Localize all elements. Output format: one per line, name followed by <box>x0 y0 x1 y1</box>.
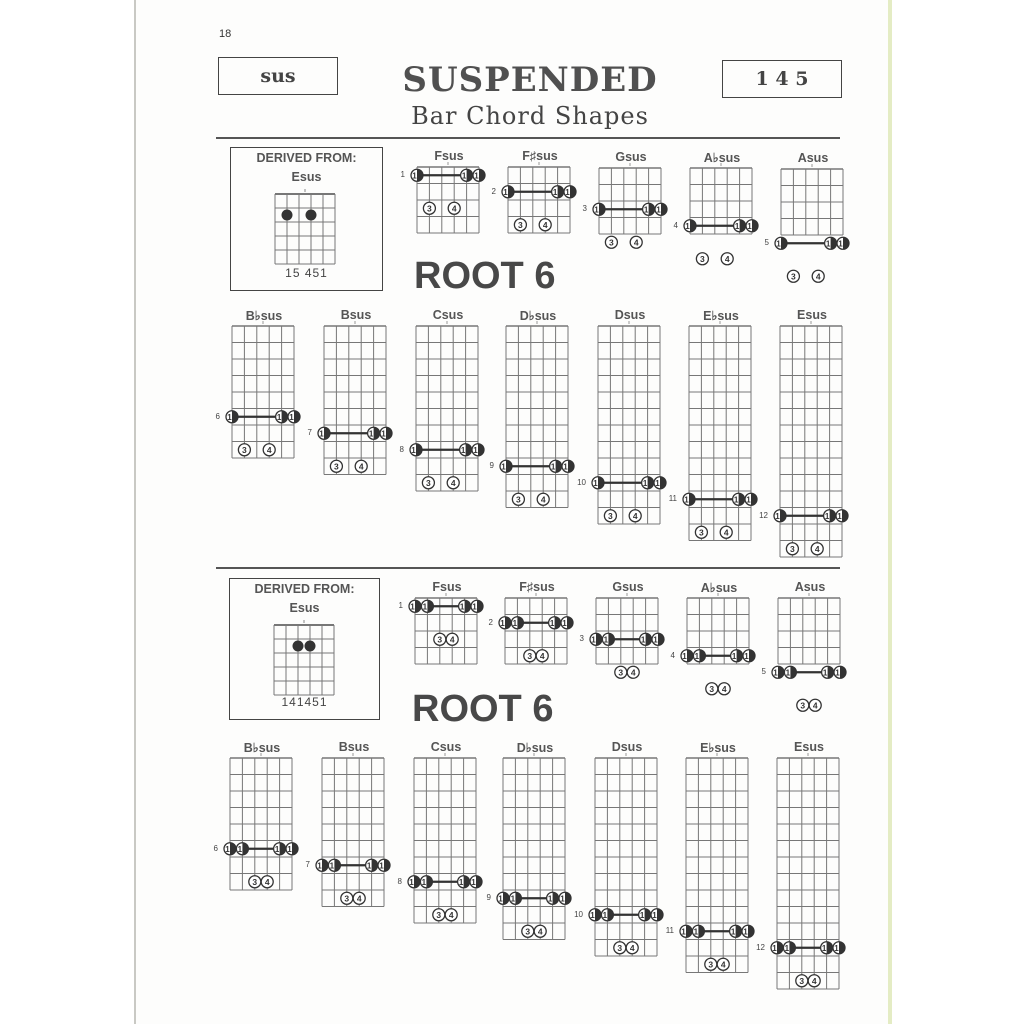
svg-text:1: 1 <box>642 478 648 488</box>
svg-text:1: 1 <box>472 602 477 612</box>
svg-text:1: 1 <box>501 462 506 472</box>
fretboard-grid <box>316 308 394 479</box>
svg-text:3: 3 <box>699 527 704 538</box>
svg-text:4: 4 <box>724 253 730 264</box>
page-title: SUSPENDED <box>402 60 658 100</box>
svg-text:4: 4 <box>358 461 364 472</box>
svg-text:3: 3 <box>800 700 806 711</box>
svg-text:1: 1 <box>643 205 649 215</box>
svg-text:3: 3 <box>708 959 714 970</box>
svg-text:1: 1 <box>317 861 322 871</box>
svg-text:1: 1 <box>824 511 830 521</box>
fret-number: 1 <box>398 601 403 611</box>
svg-text:1: 1 <box>772 943 777 953</box>
svg-text:1: 1 <box>591 635 596 645</box>
svg-text:4: 4 <box>629 942 635 953</box>
scan-margin <box>892 0 1024 1024</box>
fretboard-grid <box>773 151 851 282</box>
svg-text:1: 1 <box>503 187 508 197</box>
fret-number: 8 <box>397 876 402 886</box>
svg-text:3: 3 <box>426 477 431 488</box>
svg-text:1: 1 <box>681 927 686 937</box>
svg-text:1: 1 <box>276 412 282 422</box>
svg-text:1: 1 <box>776 239 781 249</box>
page-number: 18 <box>219 28 232 40</box>
fretboard-grid <box>678 740 756 977</box>
svg-text:1: 1 <box>552 187 558 197</box>
svg-text:1: 1 <box>319 429 324 439</box>
fingering-label: 141451 <box>281 695 328 709</box>
fretboard-grid <box>314 740 392 911</box>
chord-name: A♭sus <box>703 151 741 165</box>
svg-text:1: 1 <box>225 844 230 854</box>
svg-text:1: 1 <box>421 877 427 887</box>
fretboard-grid <box>769 740 847 993</box>
fret-number: 10 <box>577 477 586 487</box>
svg-text:3: 3 <box>609 237 614 248</box>
svg-text:1: 1 <box>743 927 748 937</box>
svg-text:1: 1 <box>594 205 599 215</box>
chord-name: Asus <box>794 580 826 594</box>
svg-text:4: 4 <box>723 527 729 538</box>
chord-name: Csus <box>432 308 464 322</box>
svg-text:4: 4 <box>266 444 272 455</box>
svg-text:1: 1 <box>773 668 778 678</box>
svg-text:4: 4 <box>720 959 726 970</box>
chord-name: E♭sus <box>703 309 739 323</box>
chord-name: Asus <box>797 151 829 165</box>
svg-text:3: 3 <box>700 253 705 264</box>
fret-number: 1 <box>400 170 405 180</box>
svg-text:3: 3 <box>252 876 258 887</box>
svg-text:4: 4 <box>356 893 362 904</box>
svg-text:4: 4 <box>630 667 636 678</box>
svg-text:4: 4 <box>811 975 817 986</box>
svg-text:1: 1 <box>837 511 842 521</box>
chord-name: Gsus <box>615 150 647 164</box>
svg-text:1: 1 <box>550 462 556 472</box>
section-divider <box>216 137 840 139</box>
fretboard-grid <box>770 580 848 711</box>
page-subtitle: Bar Chord Shapes <box>411 102 649 130</box>
svg-text:3: 3 <box>618 667 624 678</box>
svg-text:3: 3 <box>516 494 521 505</box>
fretboard-grid <box>409 149 487 237</box>
svg-text:4: 4 <box>537 926 543 937</box>
svg-text:4: 4 <box>264 876 270 887</box>
svg-text:1: 1 <box>640 635 646 645</box>
derived-chord-diagram <box>271 188 341 268</box>
svg-text:3: 3 <box>242 444 247 455</box>
derived-label: DERIVED FROM: <box>254 582 355 596</box>
fret-number: 12 <box>759 510 768 520</box>
svg-text:1: 1 <box>731 651 737 661</box>
svg-text:4: 4 <box>449 634 455 645</box>
svg-text:1: 1 <box>652 910 657 920</box>
svg-text:1: 1 <box>822 668 828 678</box>
svg-text:1: 1 <box>287 844 292 854</box>
svg-text:1: 1 <box>512 618 518 628</box>
svg-text:1: 1 <box>547 894 553 904</box>
svg-text:1: 1 <box>459 602 465 612</box>
section-divider <box>216 567 840 569</box>
fret-number: 7 <box>307 428 312 438</box>
fret-number: 11 <box>668 494 677 504</box>
chord-name: Csus <box>430 740 462 754</box>
fretboard-grid <box>772 308 850 561</box>
svg-text:1: 1 <box>784 943 790 953</box>
svg-text:1: 1 <box>411 445 416 455</box>
svg-text:1: 1 <box>549 618 555 628</box>
svg-text:1: 1 <box>744 651 749 661</box>
svg-text:1: 1 <box>461 171 467 181</box>
svg-text:1: 1 <box>775 511 780 521</box>
svg-text:1: 1 <box>653 635 658 645</box>
chord-name: Esus <box>794 740 824 754</box>
svg-text:1: 1 <box>410 602 415 612</box>
fretboard-grid <box>682 150 760 264</box>
chord-name: F♯sus <box>519 580 555 594</box>
fret-number: 5 <box>761 667 766 677</box>
svg-text:3: 3 <box>525 926 531 937</box>
svg-text:1: 1 <box>655 478 660 488</box>
svg-text:1: 1 <box>458 877 464 887</box>
svg-text:1: 1 <box>510 894 516 904</box>
fretboard-grid <box>222 740 300 894</box>
chord-name: D♭sus <box>516 741 554 755</box>
svg-text:4: 4 <box>539 650 545 661</box>
svg-text:3: 3 <box>790 543 795 554</box>
fretboard-grid <box>681 308 759 545</box>
svg-text:4: 4 <box>633 237 639 248</box>
svg-text:1: 1 <box>562 618 567 628</box>
fretboard-grid <box>587 740 665 960</box>
svg-text:1: 1 <box>565 187 570 197</box>
svg-text:4: 4 <box>451 203 457 214</box>
fretboard-grid <box>406 740 484 927</box>
fret-number: 9 <box>486 893 491 903</box>
svg-text:1: 1 <box>329 861 335 871</box>
fretboard-grid <box>588 580 666 678</box>
fret-number: 7 <box>305 860 310 870</box>
fret-number: 12 <box>756 942 765 952</box>
svg-text:1: 1 <box>747 221 752 231</box>
chord-name: Fsus <box>434 149 464 163</box>
svg-text:1: 1 <box>639 910 645 920</box>
svg-text:3: 3 <box>617 942 623 953</box>
svg-text:1: 1 <box>500 618 505 628</box>
svg-text:1: 1 <box>289 412 294 422</box>
fret-number: 5 <box>764 238 769 248</box>
derived-chord-name: Esus <box>289 601 320 615</box>
svg-text:1: 1 <box>656 205 661 215</box>
svg-text:1: 1 <box>474 171 479 181</box>
svg-text:4: 4 <box>632 510 638 521</box>
fretboard-grid <box>500 149 578 237</box>
chord-name: Bsus <box>340 308 372 322</box>
svg-text:1: 1 <box>274 844 280 854</box>
svg-text:1: 1 <box>379 861 384 871</box>
svg-text:1: 1 <box>684 495 689 505</box>
root-label: ROOT 6 <box>412 688 554 730</box>
svg-text:1: 1 <box>693 927 699 937</box>
chord-name: F♯sus <box>522 149 558 163</box>
fingering-label: 15 451 <box>285 266 328 280</box>
chord-name: Gsus <box>612 580 644 594</box>
svg-text:4: 4 <box>542 219 548 230</box>
chord-name: A♭sus <box>700 581 738 595</box>
chord-name: B♭sus <box>245 309 283 323</box>
svg-text:4: 4 <box>450 477 456 488</box>
svg-text:3: 3 <box>427 203 432 214</box>
svg-text:1: 1 <box>498 894 503 904</box>
svg-text:1: 1 <box>593 478 598 488</box>
chord-name: E♭sus <box>700 741 736 755</box>
svg-text:3: 3 <box>518 219 523 230</box>
chord-type-box: sus <box>218 57 338 95</box>
svg-text:3: 3 <box>791 271 796 282</box>
svg-text:1: 1 <box>409 877 414 887</box>
chord-name: Fsus <box>432 580 462 594</box>
fretboard-grid <box>498 308 576 512</box>
svg-text:4: 4 <box>721 683 727 694</box>
svg-text:1: 1 <box>825 239 831 249</box>
svg-text:3: 3 <box>344 893 350 904</box>
fret-number: 9 <box>489 461 494 471</box>
chord-name: B♭sus <box>243 741 281 755</box>
fretboard-grid <box>407 580 485 668</box>
fret-number: 4 <box>673 220 678 230</box>
svg-text:1: 1 <box>682 651 687 661</box>
svg-text:1: 1 <box>685 221 690 231</box>
svg-text:1: 1 <box>471 877 476 887</box>
chord-name: D♭sus <box>519 309 557 323</box>
svg-text:1: 1 <box>821 943 827 953</box>
svg-text:1: 1 <box>473 445 478 455</box>
fret-number: 10 <box>574 909 583 919</box>
fret-number: 3 <box>582 204 587 214</box>
svg-text:1: 1 <box>602 910 608 920</box>
fretboard-grid <box>495 740 573 944</box>
chord-name: Esus <box>797 308 827 322</box>
svg-text:1: 1 <box>603 635 609 645</box>
svg-text:1: 1 <box>694 651 700 661</box>
svg-text:3: 3 <box>608 510 613 521</box>
svg-text:1: 1 <box>237 844 243 854</box>
svg-text:3: 3 <box>709 683 715 694</box>
svg-text:1: 1 <box>368 429 374 439</box>
svg-text:1: 1 <box>838 239 843 249</box>
derived-from-box <box>229 578 380 720</box>
derived-label: DERIVED FROM: <box>256 151 357 165</box>
fret-number: 6 <box>213 843 218 853</box>
chord-name: Dsus <box>611 740 643 754</box>
root-label: ROOT 6 <box>414 255 556 297</box>
svg-text:4: 4 <box>815 271 821 282</box>
chord-name: Bsus <box>338 740 370 754</box>
svg-text:4: 4 <box>540 494 546 505</box>
fretboard-grid <box>591 150 669 248</box>
svg-text:1: 1 <box>422 602 428 612</box>
fret-number: 8 <box>399 444 404 454</box>
fret-number: 11 <box>665 926 674 936</box>
svg-text:4: 4 <box>812 700 818 711</box>
fret-number: 4 <box>670 650 675 660</box>
svg-text:1: 1 <box>733 495 739 505</box>
svg-text:1: 1 <box>366 861 372 871</box>
svg-text:3: 3 <box>436 909 442 920</box>
svg-text:1: 1 <box>835 668 840 678</box>
fretboard-grid <box>224 308 302 462</box>
chord-name: Dsus <box>614 308 646 322</box>
svg-text:3: 3 <box>437 634 443 645</box>
fret-number: 3 <box>579 634 584 644</box>
fretboard-grid <box>679 580 757 694</box>
fret-number: 2 <box>488 617 493 627</box>
derived-from-box <box>230 147 383 291</box>
svg-text:3: 3 <box>799 975 805 986</box>
svg-text:1: 1 <box>590 910 595 920</box>
fret-number: 6 <box>215 411 220 421</box>
svg-text:1: 1 <box>734 221 740 231</box>
fretboard-grid <box>497 580 575 668</box>
fretboard-grid <box>590 308 668 528</box>
svg-text:3: 3 <box>334 461 339 472</box>
svg-text:3: 3 <box>527 650 533 661</box>
svg-text:4: 4 <box>814 543 820 554</box>
fretboard-grid <box>408 308 486 495</box>
svg-text:4: 4 <box>448 909 454 920</box>
svg-text:1: 1 <box>227 412 232 422</box>
svg-text:1: 1 <box>460 445 466 455</box>
fret-number: 2 <box>491 186 496 196</box>
svg-text:1: 1 <box>785 668 791 678</box>
derived-chord-diagram <box>270 619 340 699</box>
svg-text:1: 1 <box>412 171 417 181</box>
formula-box: 1 4 5 <box>722 60 842 98</box>
svg-text:1: 1 <box>381 429 386 439</box>
svg-text:1: 1 <box>834 943 839 953</box>
svg-text:1: 1 <box>560 894 565 904</box>
derived-chord-name: Esus <box>291 170 322 184</box>
svg-text:1: 1 <box>563 462 568 472</box>
svg-text:1: 1 <box>730 927 736 937</box>
svg-text:1: 1 <box>746 495 751 505</box>
